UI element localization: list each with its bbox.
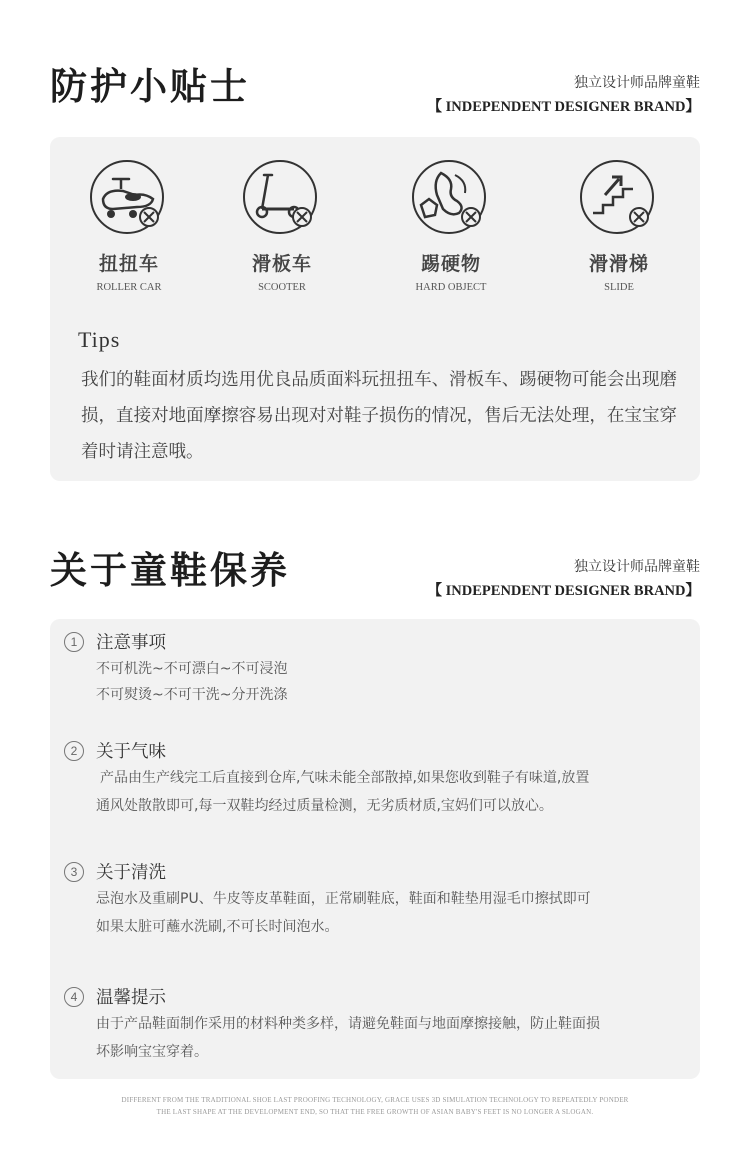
protection-panel (50, 137, 700, 481)
item-number: 2 (64, 741, 84, 761)
item-number: 3 (64, 862, 84, 882)
item-line: 产品由生产线完工后直接到仓库,气味未能全部散掉,如果您收到鞋子有味道,放置 (100, 770, 590, 786)
care-panel (50, 619, 700, 1079)
hard-object-icon (411, 159, 491, 239)
icon-item-slide (559, 159, 679, 293)
care-item (64, 629, 684, 708)
brand-en: 【 INDEPENDENT DESIGNER BRAND】 (427, 583, 700, 599)
tips-title: Tips (78, 327, 121, 352)
scooter-icon (242, 159, 322, 239)
item-title: 温馨提示 (96, 988, 166, 1008)
brand-cn: 独立设计师品牌童鞋 (574, 75, 700, 91)
item-line: 不可熨烫~不可干洗~分开洗涤 (96, 687, 288, 703)
brand-cn: 独立设计师品牌童鞋 (574, 559, 700, 575)
item-title: 注意事项 (96, 633, 166, 653)
icon-label-cn: 滑板车 (251, 253, 312, 275)
brand-en: 【 INDEPENDENT DESIGNER BRAND】 (427, 99, 700, 115)
footnote (0, 1094, 750, 1118)
icon-item-scooter (222, 159, 342, 293)
icon-label-en: SCOOTER (258, 282, 306, 293)
icon-item-roller-car (69, 159, 189, 293)
slide-icon (579, 159, 659, 239)
item-title: 关于气味 (96, 742, 166, 762)
item-line: 忌泡水及重刷PU、牛皮等皮革鞋面，正常刷鞋底，鞋面和鞋垫用湿毛巾擦拭即可 (96, 891, 591, 907)
item-title: 关于清洗 (96, 863, 166, 883)
icon-label-en: ROLLER CAR (96, 282, 162, 293)
item-line: 不可机洗~不可漂白~不可浸泡 (96, 661, 288, 677)
care-title: 关于童鞋保养 (50, 548, 290, 592)
icon-label-en: SLIDE (604, 282, 634, 293)
item-number: 1 (64, 632, 84, 652)
item-line: 由于产品鞋面制作采用的材料种类多样，请避免鞋面与地面摩擦接触，防止鞋面损 (96, 1016, 600, 1032)
tips-text: 我们的鞋面材质均选用优良品质面料玩扭扭车、滑板车、踢硬物可能会出现磨损，直接对地面摩擦容易出现对对鞋子损伤的情况，售后无法处理，在宝宝穿着时请注意哦。 (81, 370, 677, 462)
care-item (64, 859, 684, 940)
icon-label-en: HARD OBJECT (415, 282, 487, 293)
icon-item-hard-object (391, 159, 511, 293)
item-line: 坏影响宝宝穿着。 (96, 1044, 208, 1060)
care-item (64, 984, 684, 1065)
footnote-line: DIFFERENT FROM THE TRADITIONAL SHOE LAST PROOFING TECHNOLOGY, GRACE USES 3D SIMULATION TECHNOLOGY TO REPEATEDLY PONDER (121, 1096, 629, 1104)
roller-car-icon (89, 159, 169, 239)
protection-brand (428, 72, 700, 116)
icon-label-cn: 踢硬物 (420, 253, 481, 275)
item-line: 如果太脏可蘸水洗刷,不可长时间泡水。 (96, 919, 339, 935)
item-line: 通风处散散即可,每一双鞋均经过质量检测，无劣质材质,宝妈们可以放心。 (96, 798, 553, 814)
protection-title: 防护小贴士 (50, 64, 250, 108)
care-brand (428, 556, 700, 600)
icon-label-cn: 滑滑梯 (588, 253, 649, 275)
footnote-line: THE LAST SHAPE AT THE DEVELOPMENT END, SO THAT THE FREE GROWTH OF ASIAN BABY'S FEET IS NO LONGER A SLOGAN. (156, 1108, 594, 1116)
care-item (64, 738, 684, 819)
icon-label-cn: 扭扭车 (98, 253, 159, 275)
item-number: 4 (64, 987, 84, 1007)
